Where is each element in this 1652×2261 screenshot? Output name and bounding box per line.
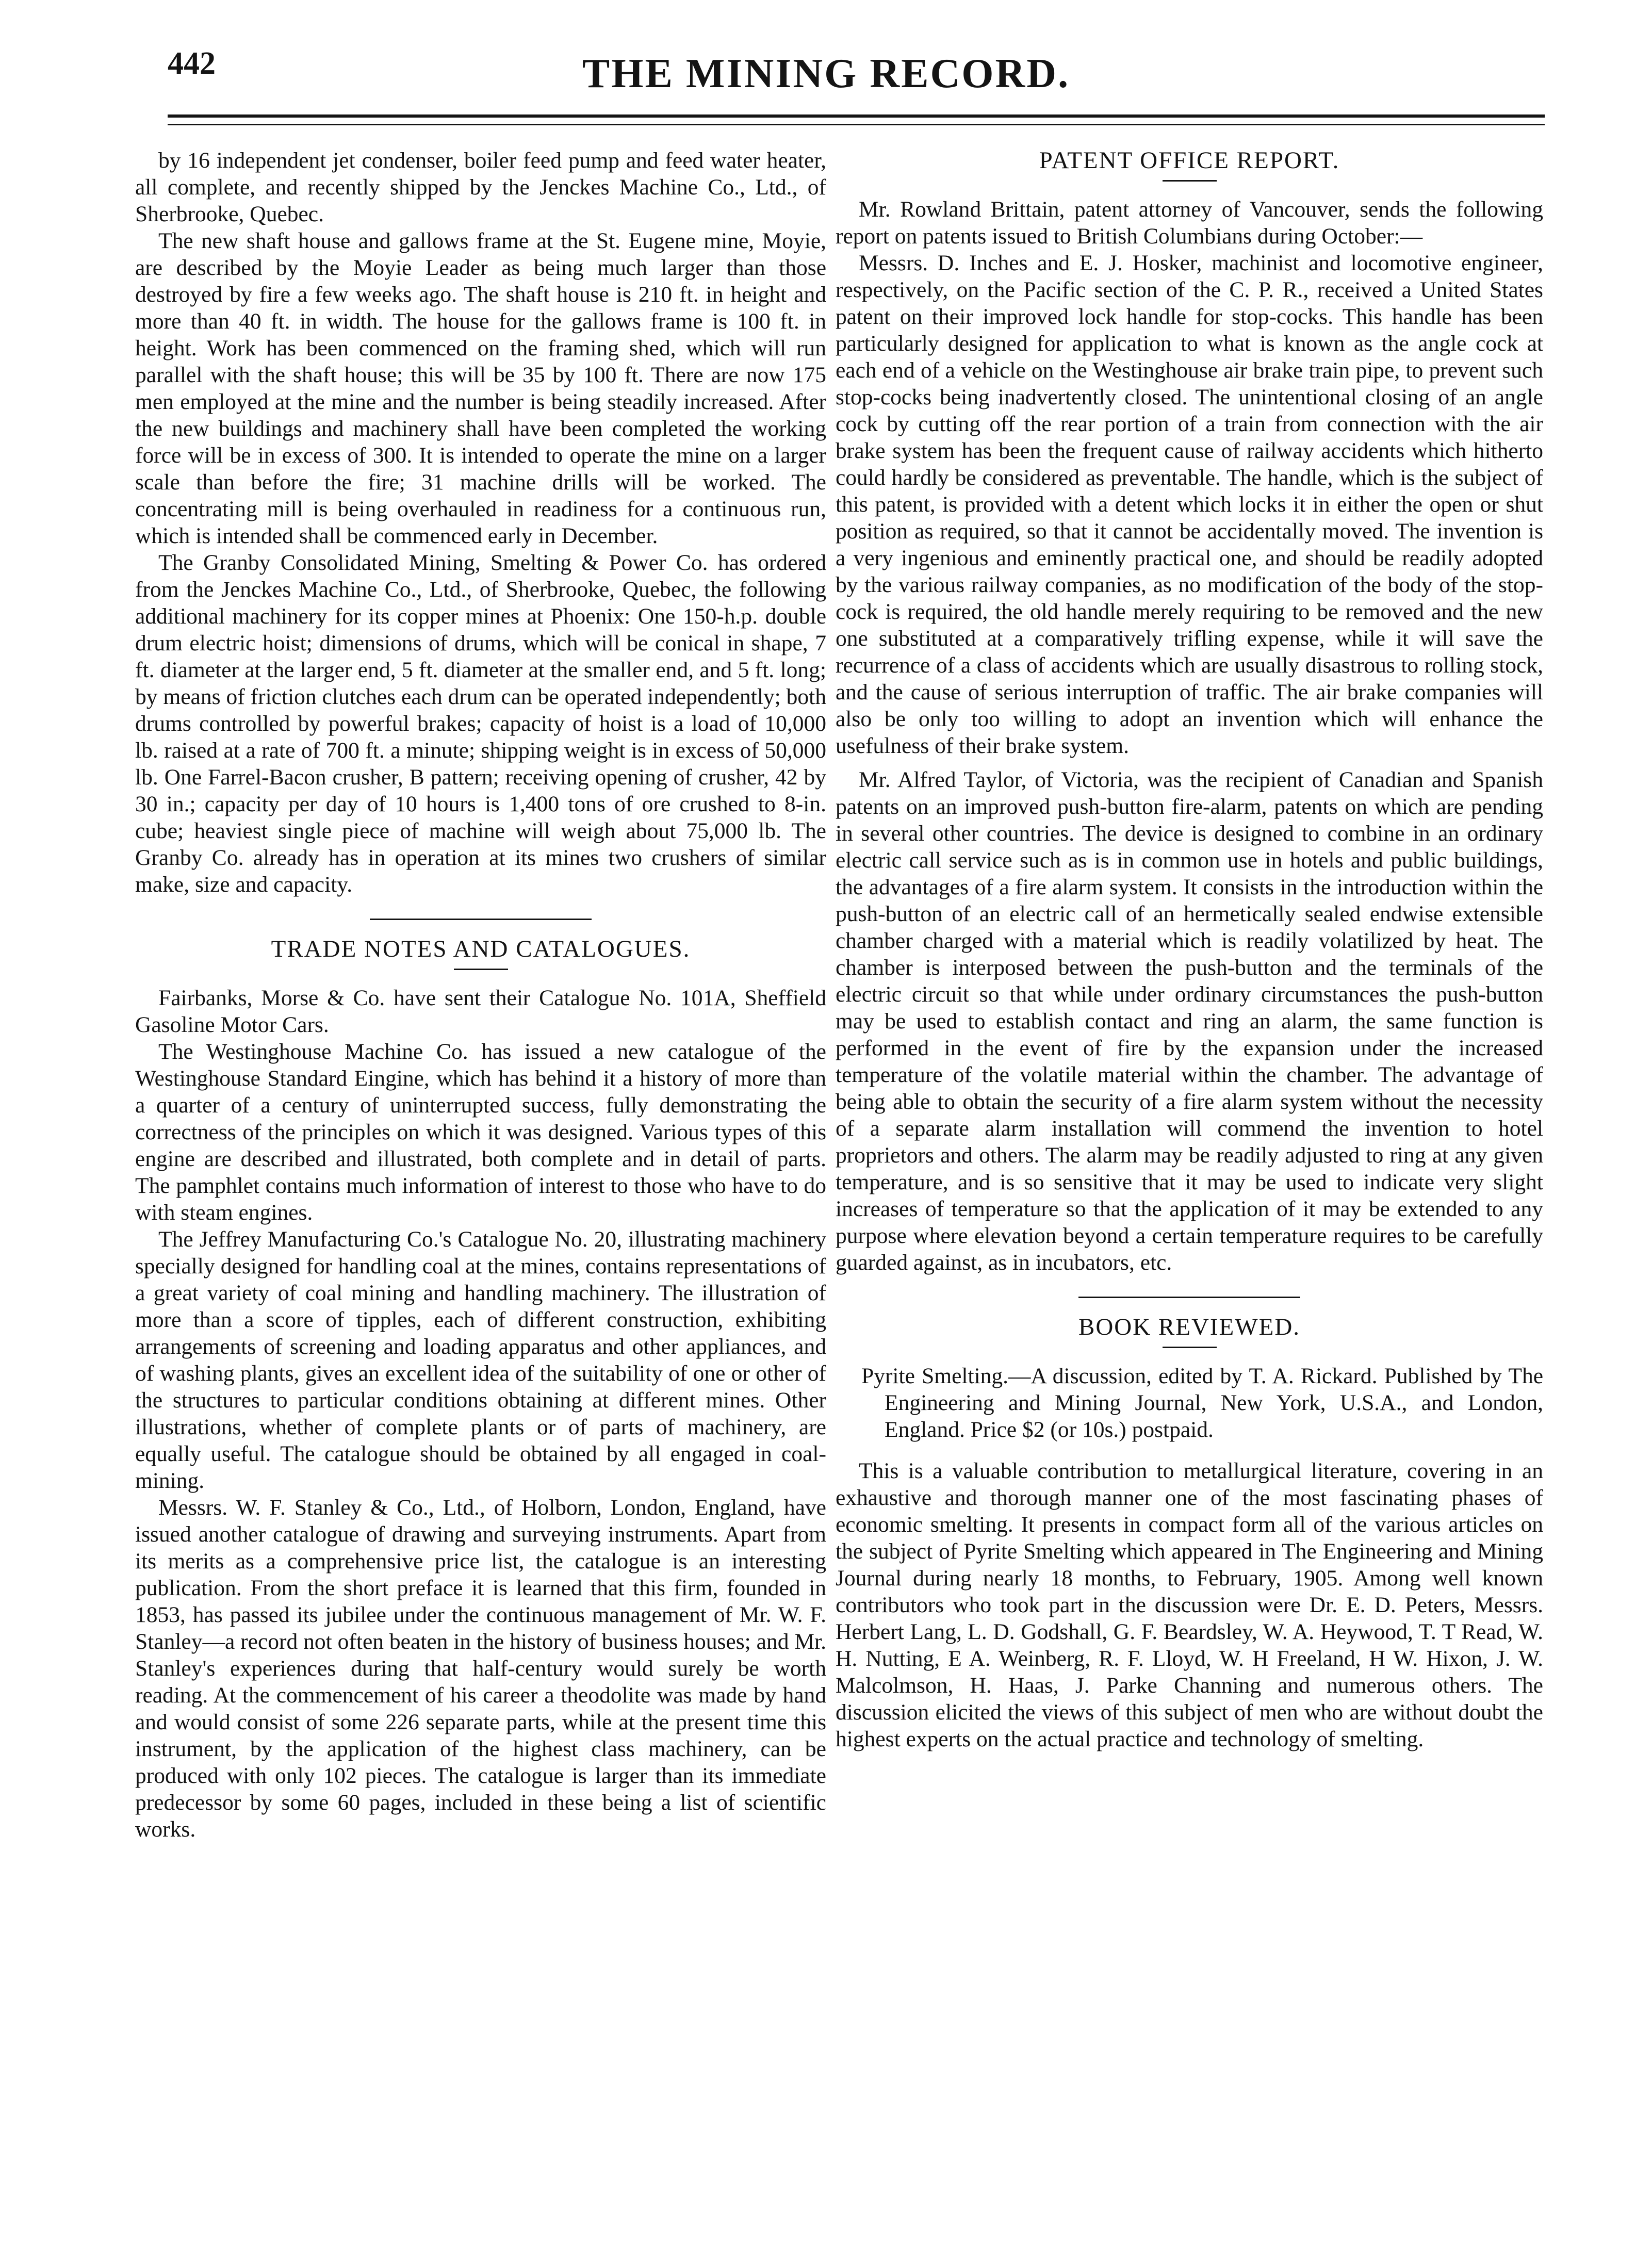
left-column <box>135 147 826 1843</box>
patent-paragraph: Mr. Alfred Taylor, of Victoria, was the recipient of Canadian and Spanish patents on an improved push-button fire-alarm, patents on which are pending in several other countries. The device is designed to combine in an ordinary electric call service such as is in common use in hotels and public buildings, the advantages of a fire alarm system. It consists in the introduction within the push-button of an electric call of an hermetically sealed endwise extensible chamber charged with a material which is readily volatilized by heat. The chamber is interposed between the push-button and the terminals of the electric circuit so that while under ordinary circumstances the push-button may be used to establish contact and ring an alarm, the same function is performed in the event of fire by the expansion under the increased temperature of the volatile material within the chamber. The advantage of being able to obtain the security of a fire alarm system without the necessity of a separate alarm installation will commend the invention to hotel proprietors and others. The alarm may be readily adjusted to ring at any given temperature, and is so sensitive that it may be used to indicate very slight increases of temperature so that the application of it may be extended to any purpose where elevation beyond a certain temperature requires to be carefully guarded against, as in incubators, etc. <box>836 767 1543 1275</box>
right-column <box>836 147 1543 1752</box>
trade-note-paragraph: Fairbanks, Morse & Co. have sent their Catalogue No. 101A, Sheffield Gasoline Motor Cars. <box>135 986 826 1037</box>
page-header <box>0 0 1652 139</box>
page-number: 442 <box>168 46 216 81</box>
section-divider <box>370 919 592 920</box>
article-paragraph: by 16 independent jet condenser, boiler feed pump and feed water heater, all complete, and recently shipped by the Jenckes Machine Co., Ltd., of Sherbrooke, Quebec. <box>135 148 826 226</box>
header-rule-thin <box>168 124 1545 125</box>
title-underline <box>454 969 508 970</box>
section-divider <box>1078 1297 1300 1298</box>
section-title-book-reviewed: BOOK REVIEWED. <box>1078 1314 1301 1340</box>
book-citation <box>836 1363 1543 1443</box>
article-paragraph: The Granby Consolidated Mining, Smelting & Power Co. has ordered from the Jenckes Machine Co., Ltd., of Sherbrooke, Quebec, the following additional machinery for its copper mines at Phoenix: One 150-h.p. double drum electric hoist; dimensions of drums, which will be conical in shape, 7 ft. diameter at the larger end, 5 ft. diameter at the smaller end, and 5 ft. long; by means of friction clutches each drum can be operated independently; both drums controlled by powerful brakes; capacity of hoist is a load of 10,000 lb. raised at a rate of 700 ft. a minute; shipping weight is in excess of 50,000 lb. One Farrel-Bacon crusher, B pattern; receiving opening of crusher, 42 by 30 in.; capacity per day of 10 hours is 1,400 tons of ore crushed to 8-in. cube; heaviest single piece of machine will weigh about 75,000 lb. The Granby Co. already has in operation at its mines two crushers of similar make, size and capacity. <box>135 550 826 897</box>
section-title-trade-notes: TRADE NOTES AND CATALOGUES. <box>271 936 691 962</box>
section-title-patent-report: PATENT OFFICE REPORT. <box>1039 147 1340 174</box>
article-paragraph: The new shaft house and gallows frame at the St. Eugene mine, Moyie, are described by the Moyie Leader as being much larger than those destroyed by fire a few weeks ago. The shaft house is 210 ft. in height and more than 40 ft. in width. The house for the gallows frame is 100 ft. in height. Work has been commenced on the framing shed, which will run parallel with the shaft house; this will be 35 by 100 ft. There are now 175 men employed at the mine and the number is being steadily increased. After the new buildings and machinery shall have been completed the working force will be in excess of 300. It is intended to operate the mine on a larger scale than before the fire; 31 machine drills will be worked. The concentrating mill is being overhauled in readiness for a continuous run, which is intended shall be commenced early in December. <box>135 228 826 548</box>
book-citation-text: Pyrite Smelting.—A discussion, edited by T. A. Rickard. Published by The Engineering and Mining Journal, New York, U.S.A., and London, England. Price $2 (or 10s.) postpaid. <box>861 1364 1543 1442</box>
trade-note-paragraph: Messrs. W. F. Stanley & Co., Ltd., of Holborn, London, England, have issued another catalogue of drawing and surveying instruments. Apart from its merits as a comprehensive price list, the catalogue is an interesting publication. From the short preface it is learned that this firm, founded in 1853, has passed its jubilee under the continuous management of Mr. W. F. Stanley—a record not often beaten in the history of business houses; and Mr. Stanley's experiences during that half-century would surely be worth reading. At the commencement of his career a theodolite was made by hand and would consist of some 226 separate parts, while at the present time this instrument, by the application of the highest class machinery, can be produced with only 102 pieces. The catalogue is larger than its immediate predecessor by some 60 pages, included in these being a list of scientific works. <box>135 1495 826 1842</box>
patent-paragraph: Mr. Rowland Brittain, patent attorney of Vancouver, sends the following report on patents issued to British Columbians during October:— <box>836 197 1543 249</box>
title-underline <box>1163 180 1217 182</box>
title-underline <box>1163 1347 1217 1348</box>
trade-note-paragraph: The Westinghouse Machine Co. has issued a new catalogue of the Westinghouse Standard Eingine, which has behind it a history of more than a quarter of a century of uninterrupted success, fully demonstrating the correctness of the principles on which it was designed. Various types of this engine are described and illustrated, both complete and in detail of parts. The pamphlet contains much information of interest to those who have to do with steam engines. <box>135 1039 826 1225</box>
book-review-paragraph: This is a valuable contribution to metallurgical literature, covering in an exhaustive and thorough manner one of the most fascinating phases of economic smelting. It presents in compact form all of the various articles on the subject of Pyrite Smelting which appeared in The Engineering and Mining Journal during nearly 18 months, to February, 1905. Among well known contributors who took part in the discussion were Dr. E. D. Peters, Messrs. Herbert Lang, L. D. Godshall, G. F. Beardsley, W. A. Heywood, T. T Read, W. H. Nutting, E A. Weinberg, R. F. Lloyd, W. H Freeland, H W. Hixon, J. W. Malcolmson, H. Haas, J. Parke Channing and numerous others. The discussion elicited the views of this subject of men who are without doubt the highest experts on the actual practice and technology of smelting. <box>836 1459 1543 1751</box>
patent-paragraph: Messrs. D. Inches and E. J. Hosker, machinist and locomotive engineer, respectively, on the Pacific section of the C. P. R., received a United States patent on their improved lock handle for stop-cocks. This handle has been particularly designed for application to what is known as the angle cock at each end of a vehicle on the Westinghouse air brake train pipe, to prevent such stop-cocks being inadvertently closed. The unintentional closing of an angle cock by cutting off the rear portion of a train from connection with the air brake system has been the frequent cause of railway accidents which hitherto could hardly be considered as preventable. The handle, which is the subject of this patent, is provided with a detent which locks it in either the open or shut position as required, so that it cannot be accidentally moved. The invention is a very ingenious and eminently practical one, and should be readily adopted by the various railway companies, as no modification of the body of the stop-cock is required, the old handle merely requiring to be removed and the new one substituted at a comparatively trifling expense, while it will save the recurrence of a class of accidents which are usually disastrous to rolling stock, and the cause of serious interruption of traffic. The air brake companies will also be only too willing to adopt an invention which will enhance the usefulness of their brake system. <box>836 251 1543 758</box>
trade-note-paragraph: The Jeffrey Manufacturing Co.'s Catalogue No. 20, illustrating machinery specially designed for handling coal at the mines, contains representations of a great variety of coal mining and handling machinery. The illustration of more than a score of tipples, each of different construction, exhibiting arrangements of screening and loading apparatus and other appliances, and of washing plants, gives an excellent idea of the suitability of one or other of the structures to particular conditions obtaining at different mines. Other illustrations, whether of complete plants or of parts of machinery, are equally useful. The catalogue should be obtained by all engaged in coal-mining. <box>135 1227 826 1493</box>
header-rule-thick <box>168 114 1545 118</box>
journal-title: THE MINING RECORD. <box>582 51 1070 96</box>
